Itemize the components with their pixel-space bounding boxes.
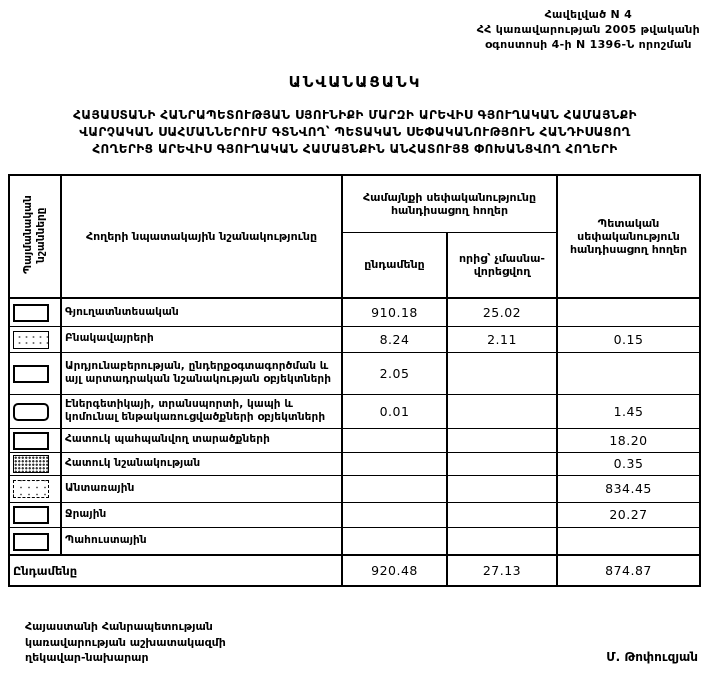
legend-cell: [9, 502, 61, 527]
signatory-position: [25, 619, 226, 665]
value-nonprivatized: [447, 452, 557, 475]
table-row: [9, 352, 700, 394]
appendix-note: [477, 8, 700, 53]
value-state: 0.15: [557, 326, 700, 352]
legend-symbol-icon: [13, 365, 49, 383]
value-state: [557, 298, 700, 326]
legend-symbol-icon: [13, 432, 49, 450]
value-community-total: 2.05: [342, 352, 447, 394]
row-label: Արդյունաբերության, ընդերքօգտագործման և այլ արտադրական նշանակության օբյեկտների: [61, 352, 342, 394]
legend-cell: [9, 452, 61, 475]
legend-cell: [9, 326, 61, 352]
legend-symbol-icon: [13, 304, 49, 322]
header-community: Համայնքի սեփականությունը հանդիսացող հողեր: [342, 175, 557, 233]
value-state: 1.45: [557, 394, 700, 428]
value-state: 18.20: [557, 428, 700, 452]
value-state: 834.45: [557, 475, 700, 502]
value-nonprivatized: [447, 352, 557, 394]
footer: [25, 619, 698, 665]
legend-cell: [9, 428, 61, 452]
appendix-line: Հավելված N 4: [544, 8, 633, 21]
totals-label: Ընդամենը: [9, 555, 342, 586]
value-state: [557, 527, 700, 555]
appendix-line: ՀՀ կառավարության 2005 թվականի: [476, 22, 700, 36]
header-purpose: Հողերի նպատակային նշանակությունը: [61, 175, 342, 299]
table-row: [9, 326, 700, 352]
row-label: Անտառային: [61, 475, 342, 502]
row-label: Պահուստային: [61, 527, 342, 555]
value-nonprivatized: [447, 394, 557, 428]
table-row: [9, 452, 700, 475]
value-nonprivatized: [447, 475, 557, 502]
value-community-total: 8.24: [342, 326, 447, 352]
legend-cell: [9, 475, 61, 502]
value-nonprivatized: [447, 428, 557, 452]
document-title: ԱՆՎԱՆԱՑԱՆԿ: [288, 72, 422, 91]
legend-symbol-icon: [13, 331, 49, 349]
value-nonprivatized: [447, 502, 557, 527]
value-nonprivatized: [447, 527, 557, 555]
signature-name: Մ. Թոփուզյան: [606, 650, 698, 665]
legend-cell: [9, 527, 61, 555]
header-symbols: [9, 175, 61, 299]
row-label: Ջրային: [61, 502, 342, 527]
table-row: [9, 298, 700, 326]
header-symbols-label: Պայմանական նշանները: [21, 195, 47, 275]
legend-symbol-icon: [13, 480, 49, 498]
document-subtitle: [0, 107, 710, 159]
value-community-total: [342, 502, 447, 527]
row-label: Հատուկ պահպանվող տարածքների: [61, 428, 342, 452]
value-community-total: 0.01: [342, 394, 447, 428]
subtitle-line: ՀՈՂԵՐԻՑ ԱՐԵՎԻՍ ԳՅՈՒՂԱԿԱՆ ՀԱՄԱՅՆՔԻՆ ԱՆՀԱՏՈՒՅՑ ՓՈԽԱՆՑՎՈՂ ՀՈՂԵՐԻ: [92, 142, 618, 157]
signatory-line: ղեկավար-նախարար: [25, 650, 149, 664]
subtitle-line: ՎԱՐՉԱԿԱՆ ՍԱՀՄԱՆՆԵՐՈՒՄ ԳՏՆՎՈՂ՝ ՊԵՏԱԿԱՆ ՍԵՓԱԿԱՆՈՒԹՅՈՒՆ ՀԱՆԴԻՍԱՑՈՂ: [79, 124, 631, 139]
value-community-total: [342, 452, 447, 475]
totals-nonprivatized: 27.13: [447, 555, 557, 586]
totals-row: [9, 555, 700, 586]
table-row: [9, 527, 700, 555]
legend-cell: [9, 394, 61, 428]
value-state: [557, 352, 700, 394]
signatory-line: Հայաստանի Հանրապետության: [25, 620, 213, 634]
header-community-nonprivatized: որից՝ չմասնա-վորեցվող: [447, 232, 557, 298]
appendix-line: օգոստոսի 4-ի N 1396-Ն որոշման: [484, 37, 692, 51]
value-community-total: [342, 428, 447, 452]
row-label: Գյուղատնտեսական: [61, 298, 342, 326]
value-community-total: [342, 475, 447, 502]
land-table: [8, 174, 701, 588]
legend-cell: [9, 352, 61, 394]
value-state: 20.27: [557, 502, 700, 527]
header-community-total: ընդամենը: [342, 232, 447, 298]
value-community-total: 910.18: [342, 298, 447, 326]
row-label: Էներգետիկայի, տրանսպորտի, կապի և կոմունալ ենթակառուցվածքների օբյեկտների: [61, 394, 342, 428]
table-row: [9, 502, 700, 527]
value-nonprivatized: 25.02: [447, 298, 557, 326]
header-state: Պետական սեփականություն հանդիսացող հողեր: [557, 175, 700, 299]
value-nonprivatized: 2.11: [447, 326, 557, 352]
row-label: Բնակավայրերի: [61, 326, 342, 352]
table-row: [9, 428, 700, 452]
totals-state: 874.87: [557, 555, 700, 586]
value-state: 0.35: [557, 452, 700, 475]
legend-symbol-icon: [13, 506, 49, 524]
value-community-total: [342, 527, 447, 555]
totals-community-total: 920.48: [342, 555, 447, 586]
table-row: [9, 475, 700, 502]
row-label: Հատուկ նշանակության: [61, 452, 342, 475]
table-row: [9, 394, 700, 428]
legend-cell: [9, 298, 61, 326]
legend-symbol-icon: [13, 533, 49, 551]
signatory-line: կառավարության աշխատակազմի: [25, 635, 226, 649]
subtitle-line: ՀԱՅԱՍՏԱՆԻ ՀԱՆՐԱՊԵՏՈՒԹՅԱՆ ՍՅՈՒՆԻՔԻ ՄԱՐԶԻ ԱՐԵՎԻՍ ԳՅՈՒՂԱԿԱՆ ՀԱՄԱՅՆՔԻ: [73, 107, 637, 122]
legend-symbol-icon: [13, 403, 49, 421]
legend-symbol-icon: [13, 455, 49, 473]
